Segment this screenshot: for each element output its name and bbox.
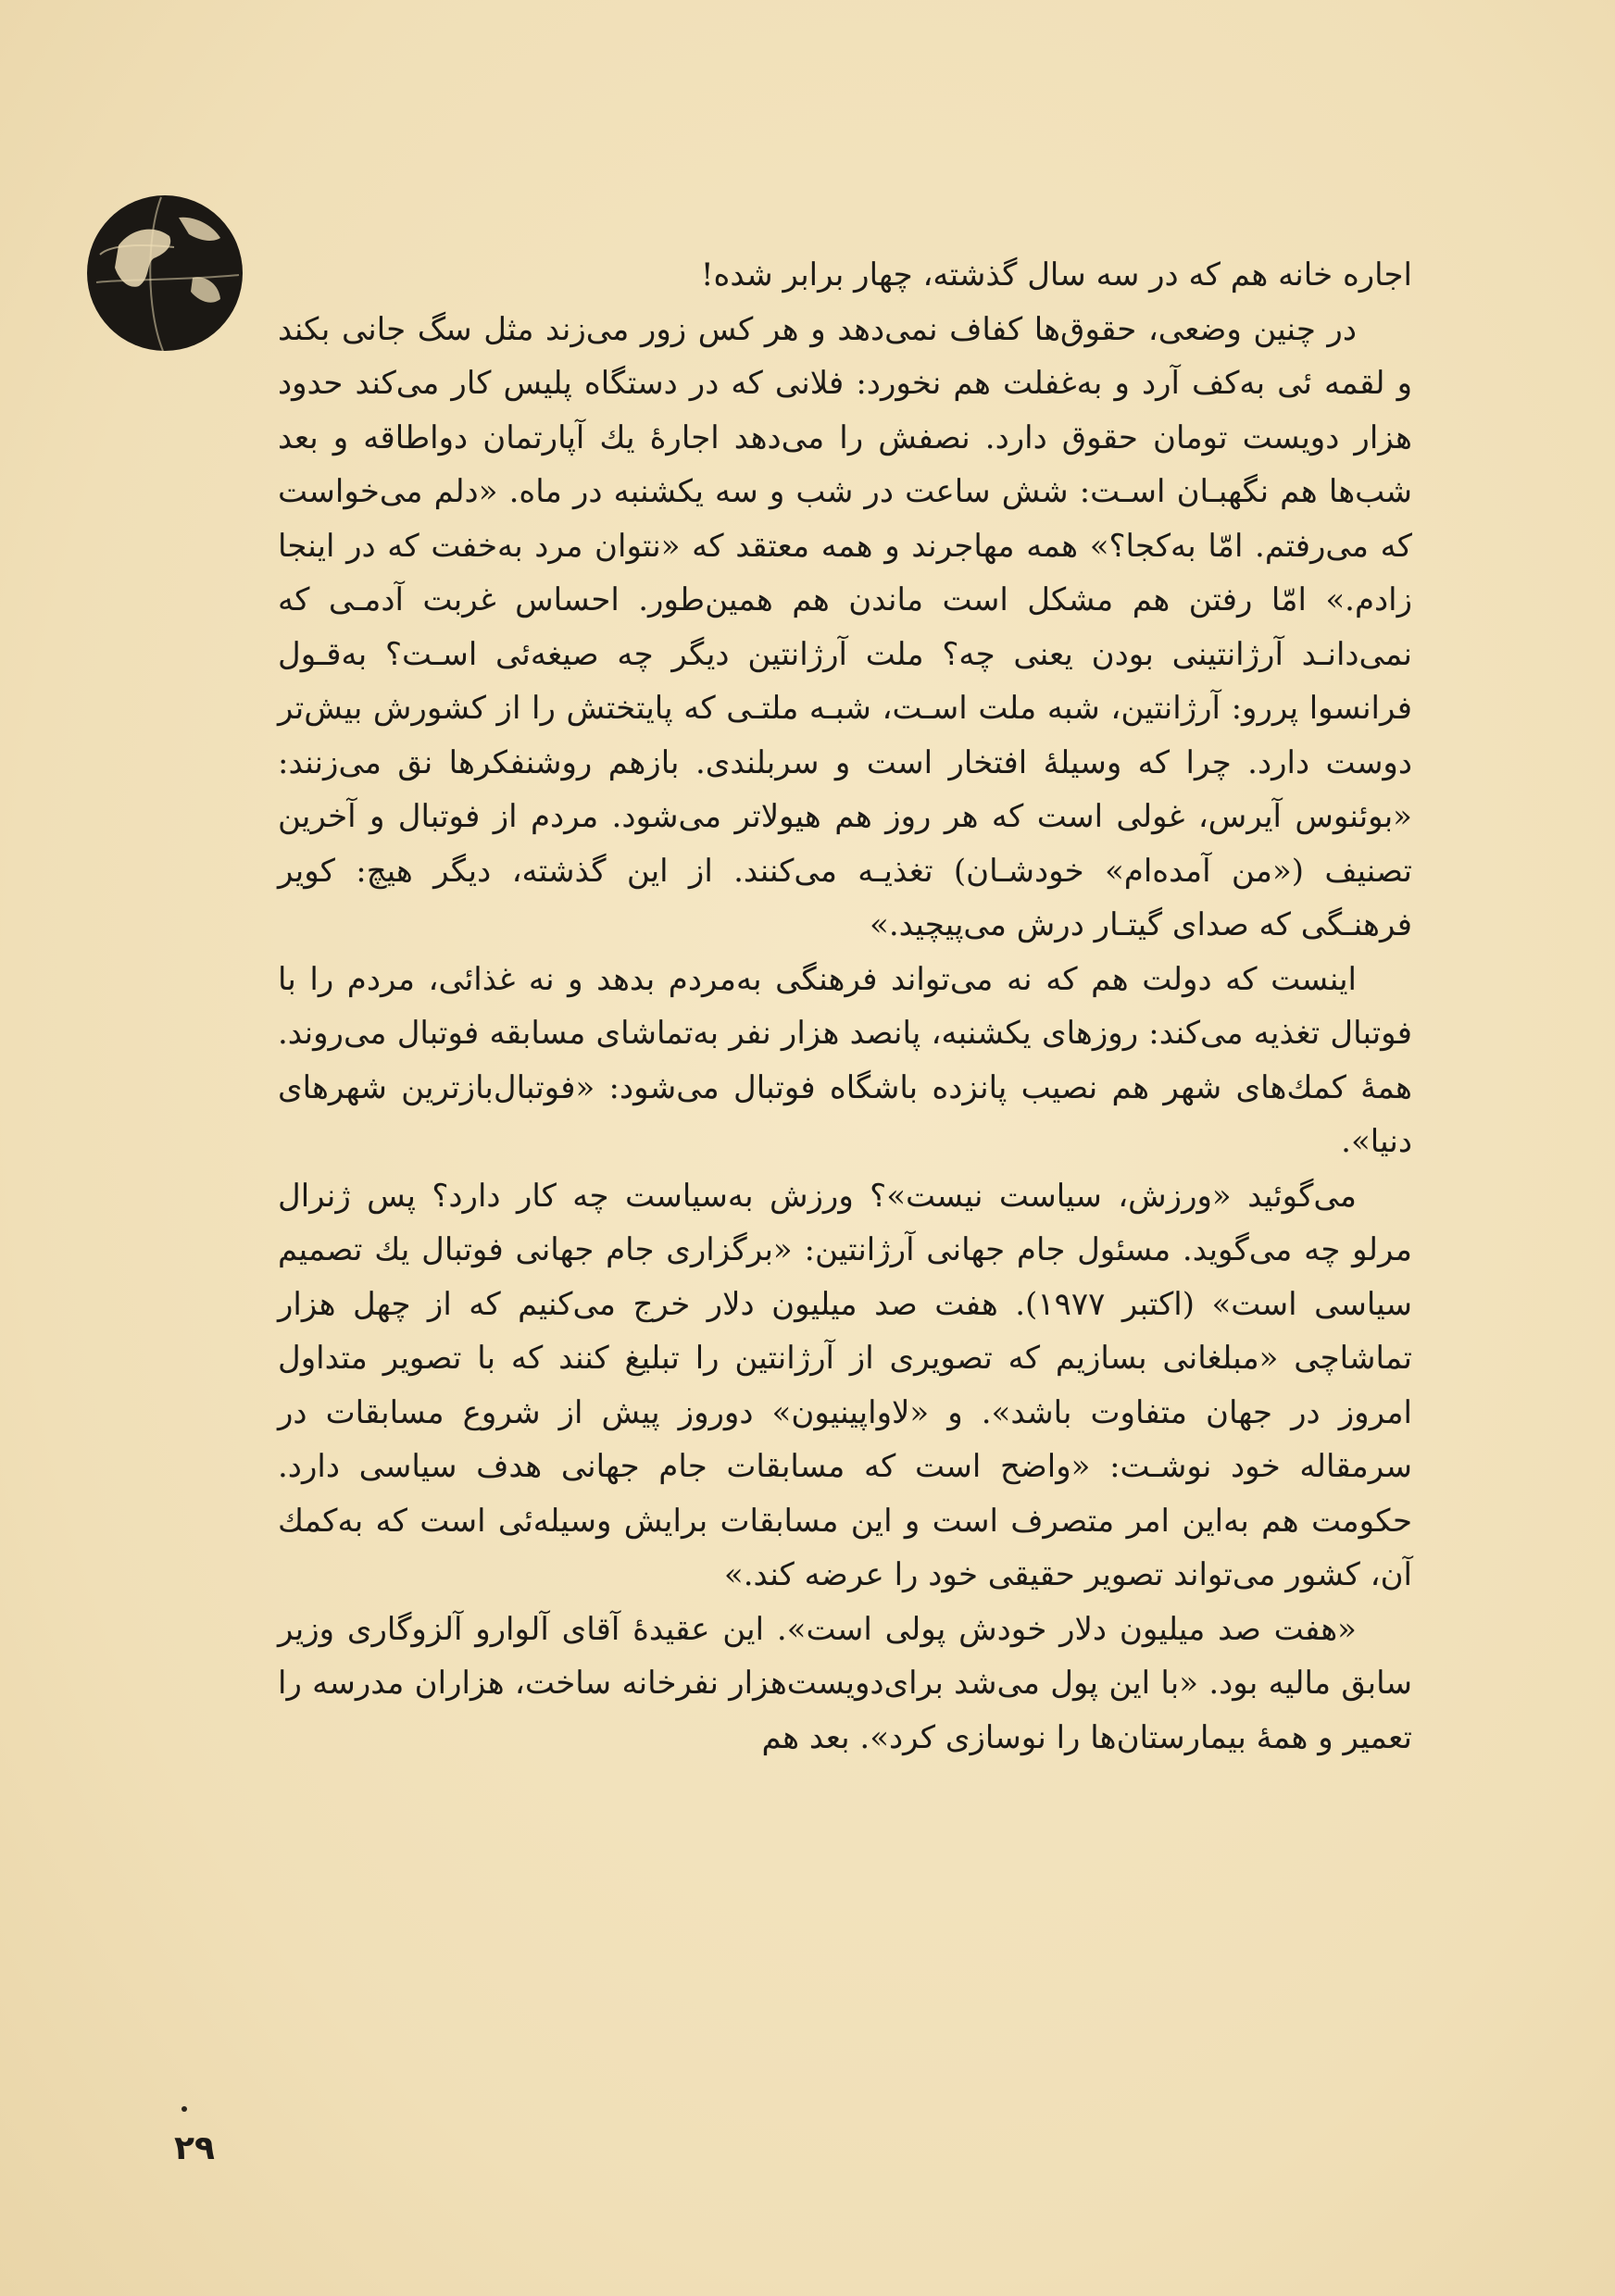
body-text (278, 248, 1412, 1765)
globe-icon (81, 190, 248, 356)
paragraph-5: «هفت صد میلیون دلار خودش پولی است». این عقیدهٔ آقای آلوارو آلزوگاری وزیر سابق مالیه بود. «با این پول می‌شد برای‌دویست‌هزار نفرخانه ساخت، هزاران مدرسه را تعمیر و همهٔ بیمارستان‌ها را نوسازی کرد». بعد هم (278, 1610, 1412, 1756)
paragraph-2: در چنین وضعی، حقوق‌ها کفاف نمی‌دهد و هر کس زور می‌زند مثل سگ جانی بکند و لقمه ئی به‌کف آرد و به‌غفلت هم نخورد: فلانی که در دستگاه پلیس کار می‌کند حدود هزار دویست تومان حقوق دارد. نصفش را می‌دهد اجارهٔ یك آپارتمان دواطاقه و بعد شب‌ها هم نگهبـان اسـت: شش ساعت در شب و سه یکشنبه در ماه. «دلم می‌خواست که می‌رفتم. امّا به‌کجا؟» همه مهاجرند و همه معتقد که «نتوان مرد به‌خفت که در اینجا زادم.» امّا رفتن هم مشکل است ماندن هم همین‌طور. احساس غربت آدمـی که نمی‌دانـد آرژانتینی بودن یعنی چه؟ ملت آرژانتین دیگر چه صیغه‌ئی اسـت؟ به‌قـول فرانسوا پررو: آرژانتین، شبه ملت اسـت، شبـه ملتـی که پایتختش را از کشورش بیش‌تر دوست دارد. چرا که وسیلهٔ افتخار است و سربلندی. بازهم روشنفکرها نق می‌زنند: «بوئنوس آیرس، غولی است که هر روز هم هیولاتر می‌شود. مردم از فوتبال و آخرین تصنیف («من آمده‌ام» خودشـان) تغذیـه می‌کنند. از این گذشته، دیگر هیچ: کویر فرهنـگی که صدای گیتـار درش می‌پیچید.» (278, 310, 1412, 943)
paragraph-1: اجاره خانه هم که در سه سال گذشته، چهار برابر شده! (700, 256, 1412, 293)
paragraph-4: می‌گوئید «ورزش، سیاست نیست»؟ ورزش به‌سیاست چه کار دارد؟ پس ژنرال مرلو چه می‌گوید. مسئول جام جهانی آرژانتین: «برگزاری جام جهانی فوتبال یك تصمیم سیاسی است» (اکتبر ۱۹۷۷). هفت صد میلیون دلار خرج می‌کنیم که از چهل هزار تماشاچی «مبلغانی بسازیم که تصویری از آرژانتین را تبلیغ کنند که با تصویر متداول امروز در جهان متفاوت باشد». و «لاواپینیون» دوروز پیش از شروع مسابقات در سرمقاله خود نوشـت: «واضح است که مسابقات جام جهانی هدف سیاسی دارد. حکومت هم به‌این امر متصرف است و این مسابقات برایش وسیله‌ئی است که به‌کمك آن، کشور می‌تواند تصویر حقیقی خود را عرضه کند.» (278, 1177, 1413, 1593)
page-number: ۲۹ (174, 2129, 215, 2167)
margin-mark (182, 2106, 187, 2112)
paragraph-3: اینست که دولت هم که نه می‌تواند فرهنگی به‌مردم بدهد و نه غذائی، مردم را با فوتبال تغذیه می‌کند: روزهای یکشنبه، پانصد هزار نفر به‌تماشای مسابقه فوتبال می‌روند. همهٔ کمك‌های شهر هم نصیب پانزده باشگاه فوتبال می‌شود: «فوتبال‌بازترین شهرهای دنیا». (278, 960, 1412, 1160)
